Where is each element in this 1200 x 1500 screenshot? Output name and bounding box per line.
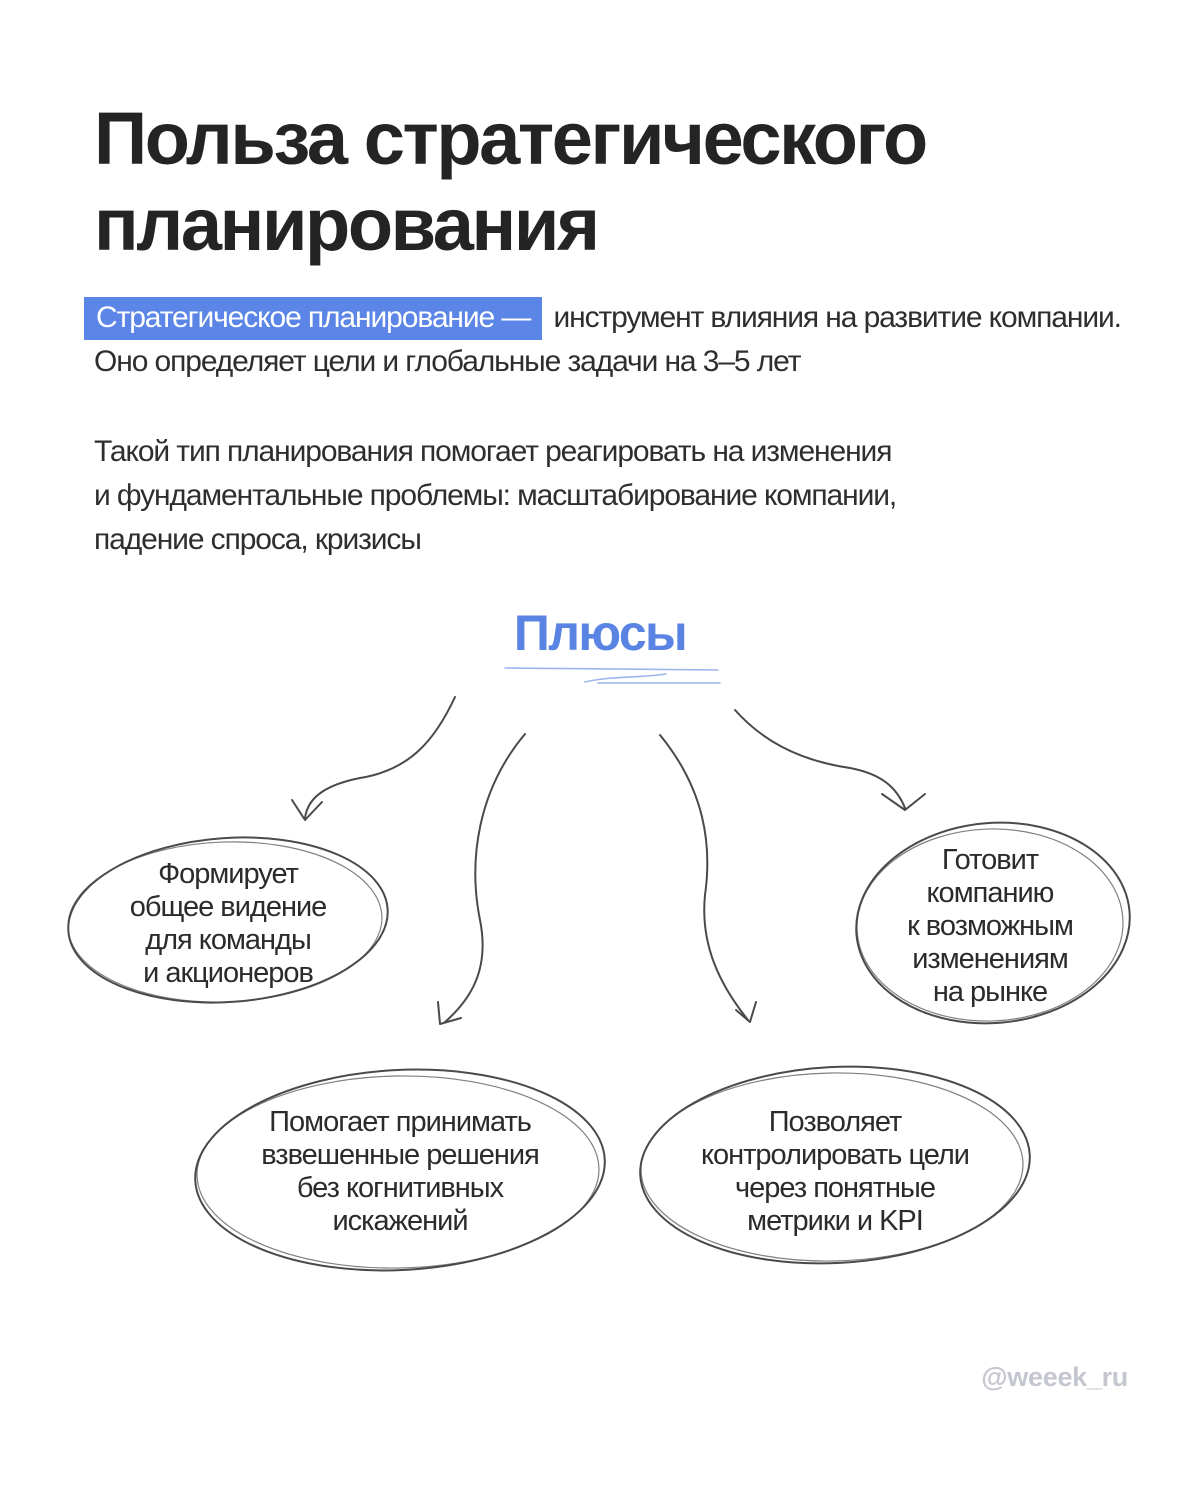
node-2-line-4: искажений — [332, 1205, 468, 1237]
node-1-line-1: Формирует — [158, 858, 298, 890]
page-title-line-1: Польза стратегического — [94, 97, 926, 180]
arrow-to-node-2 — [438, 734, 525, 1024]
page-title — [94, 96, 1144, 268]
page-title-line-2: планирования — [94, 183, 598, 266]
arrow-to-node-3 — [660, 735, 756, 1022]
second-paragraph-line-2: и фундаментальные проблемы: масштабирование компании, — [94, 479, 897, 512]
node-1-line-2: общее видение — [129, 891, 327, 923]
second-paragraph — [94, 430, 1174, 562]
highlighted-term: Стратегическое планирование — — [84, 297, 542, 340]
node-1-line-3: для команды — [145, 924, 311, 956]
node-2-text — [215, 1106, 585, 1238]
node-3-line-2: контролировать цели — [700, 1139, 970, 1171]
node-4-line-5: на рынке — [932, 976, 1048, 1008]
node-1-line-4: и акционеров — [143, 957, 313, 989]
pros-heading: Плюсы — [513, 605, 687, 661]
arrow-to-node-1 — [292, 697, 455, 820]
second-paragraph-line-1: Такой тип планирования помогает реагировать на изменения — [94, 435, 892, 468]
node-4-line-2: компанию — [926, 877, 1054, 909]
node-4-line-1: Готовит — [941, 844, 1039, 876]
node-4-line-4: изменениям — [912, 943, 1068, 975]
node-3-line-3: через понятные — [734, 1172, 936, 1204]
node-3-line-1: Позволяет — [768, 1106, 902, 1138]
pros-diagram — [0, 590, 1200, 1290]
node-4-text — [865, 844, 1115, 1009]
node-2-line-1: Помогает принимать — [269, 1106, 531, 1138]
brand-watermark: @weeek_ru — [981, 1362, 1128, 1392]
intro-paragraph — [94, 296, 1174, 384]
node-3-text — [655, 1106, 1015, 1238]
arrow-to-node-4 — [735, 710, 925, 810]
second-paragraph-line-3: падение спроса, кризисы — [94, 523, 421, 556]
node-2-line-3: без когнитивных — [296, 1172, 504, 1204]
node-3-line-4: метрики и KPI — [747, 1205, 923, 1237]
node-1-text — [78, 858, 378, 990]
node-2-line-2: взвешенные решения — [261, 1139, 539, 1171]
node-4-line-3: к возможным — [907, 910, 1073, 942]
intro-text: инструмент влияния на развитие компании. Оно определяет цели и глобальные задачи на 3–5 лет — [94, 301, 1121, 378]
